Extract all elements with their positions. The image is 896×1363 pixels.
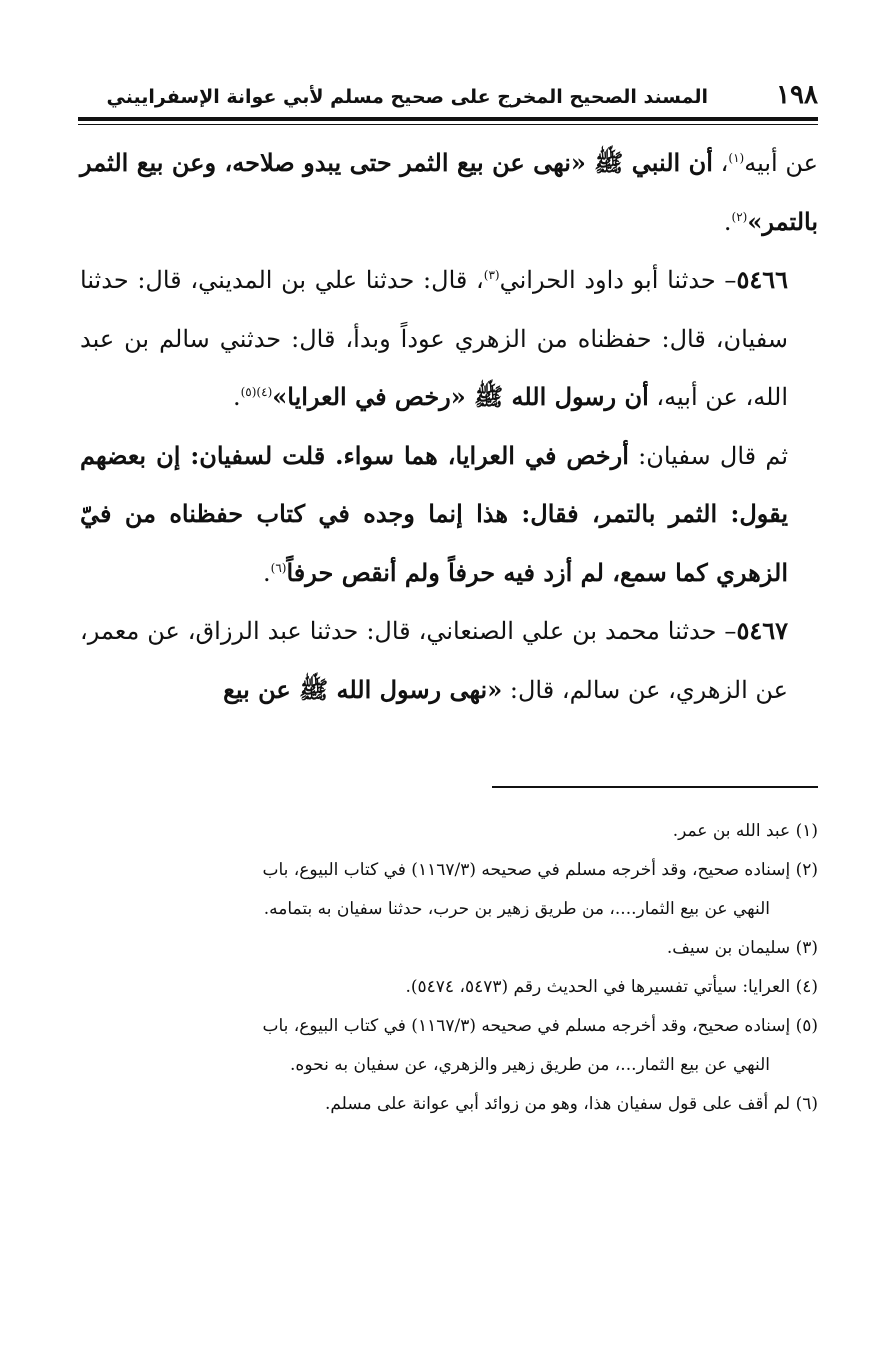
paragraph-1: [80, 134, 818, 251]
footnote-text: لم أقف على قول سفيان هذا، وهو من زوائد أبي عوانة على مسلم.: [324, 1094, 791, 1114]
header-rule-thin: [78, 124, 818, 125]
text-run: – حدثنا أبو داود الحراني: [499, 266, 737, 294]
footnote-ref: (١): [728, 151, 745, 165]
text-run: .: [723, 207, 732, 236]
hadith-matn: أن رسول الله ﷺ «رخص في العرايا»: [272, 382, 649, 411]
footnote-text: النهي عن بيع الثمار...، من طريق زهير والزهري، عن سفيان به نحوه.: [290, 1055, 770, 1075]
text-run: ،: [712, 149, 729, 177]
footnote-text: العرايا: سيأتي تفسيرها في الحديث رقم (٥٤٧٣، ٥٤٧٤).: [405, 977, 791, 997]
hadith-number: ٥٤٦٦: [736, 265, 788, 294]
hadith-number: ٥٤٦٧: [736, 616, 788, 645]
page-number: ١٩٨: [776, 80, 818, 110]
text-run: .: [232, 383, 241, 411]
footnote-label: (١): [795, 821, 818, 841]
text-run: عن أبيه: [744, 149, 818, 177]
text-run: – حدثنا محمد بن علي الصنعاني، قال: حدثنا عبد الرزاق، عن معمر، عن الزهري، عن سالم، قال:: [80, 617, 788, 704]
footnote-2: [80, 851, 818, 890]
footnote-label: (٣): [795, 938, 818, 958]
footnote-5: [80, 1007, 818, 1046]
footnote-ref: (٤)(٥): [240, 385, 273, 399]
text-run: .: [263, 558, 271, 587]
paragraph-3: [80, 427, 818, 603]
text-run: ، قال: حدثنا علي بن المديني، قال: حدثنا سفيان، قال: حفظناه من الزهري عوداً وبدأ، قال: حدثني سالم بن عبد الله، عن أبيه،: [80, 266, 788, 411]
hadith-5467: [80, 602, 818, 719]
footnote-text: عبد الله بن عمر.: [672, 821, 791, 841]
hadith-matn: أن النبي ﷺ «نهى عن بيع الثمر حتى يبدو صلاحه، وعن بيع الثمر بالتمر»: [80, 148, 818, 236]
footnote-6: [80, 1085, 818, 1124]
footnote-ref: (٦): [270, 560, 287, 575]
footnote-text: النهي عن بيع الثمار....، من طريق زهير بن حرب، حدثنا سفيان به بتمامه.: [263, 899, 770, 919]
footnote-5-continuation: [80, 1046, 818, 1085]
footnotes: [80, 812, 818, 1124]
hadith-5466: [80, 251, 818, 427]
page-header: [78, 80, 818, 116]
text-run: ثم قال سفيان:: [628, 441, 789, 470]
hadith-matn: «نهى رسول الله ﷺ عن بيع: [223, 674, 503, 704]
running-title: المسند الصحيح المخرج على صحيح مسلم لأبي عوانة الإسفراييني: [106, 86, 708, 108]
footnote-label: (٤): [795, 977, 818, 997]
footnote-4: [80, 968, 818, 1007]
footnote-ref: (٣): [483, 268, 500, 282]
footnote-ref: (٢): [731, 209, 748, 224]
footnote-text: إسناده صحيح، وقد أخرجه مسلم في صحيحه (١١٦٧/٣) في كتاب البيوع، باب: [262, 1016, 791, 1036]
footnote-label: (٥): [795, 1016, 818, 1036]
header-rule-thick: [78, 117, 818, 121]
footnote-separator: [492, 786, 818, 788]
footnote-label: (٢): [795, 860, 818, 880]
footnote-1: [80, 812, 818, 851]
bold-text: أرخص في العرايا، هما سواء. قلت لسفيان: إن بعضهم يقول: الثمر بالتمر، فقال: هذا إنما وجده في كتاب حفظناه من فيّ الزهري كما سمع، لم أزد فيه حرفاً ولم أنقص حرفاً: [80, 440, 788, 587]
footnote-2-continuation: [80, 890, 818, 929]
footnote-label: (٦): [795, 1094, 818, 1114]
main-text: [80, 134, 818, 719]
footnote-text: سليمان بن سيف.: [666, 938, 791, 958]
footnote-text: إسناده صحيح، وقد أخرجه مسلم في صحيحه (١١٦٧/٣) في كتاب البيوع، باب: [262, 860, 791, 880]
footnote-3: [80, 929, 818, 968]
